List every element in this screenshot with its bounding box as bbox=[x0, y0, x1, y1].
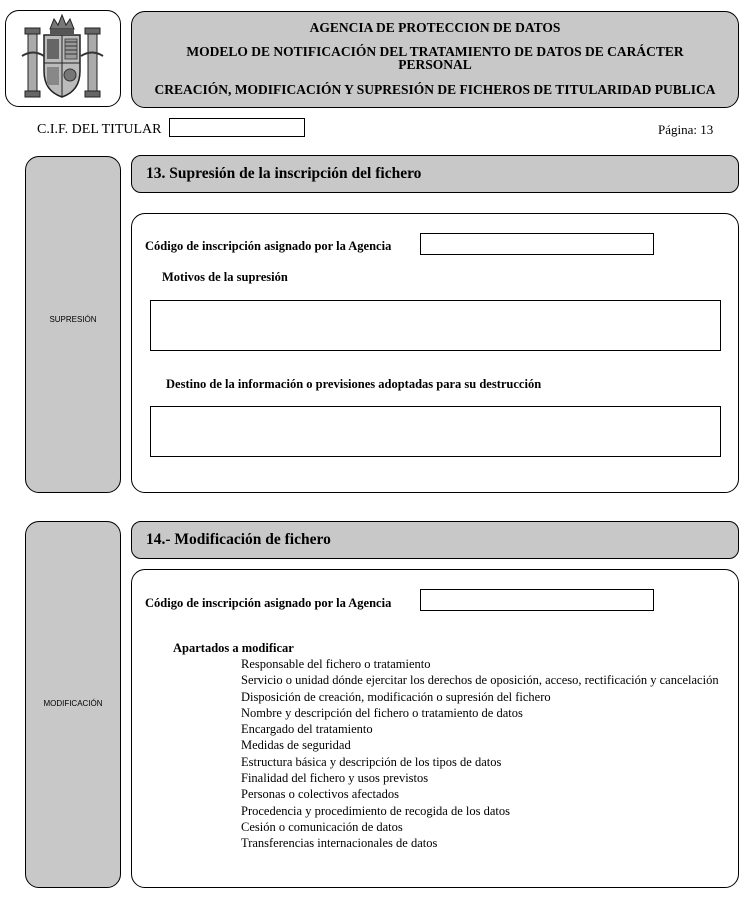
codigo-field[interactable] bbox=[420, 233, 654, 255]
list-item[interactable]: Finalidad del fichero y usos previstos bbox=[241, 771, 429, 786]
motivos-label: Motivos de la supresión bbox=[162, 270, 288, 284]
list-item[interactable]: Cesión o comunicación de datos bbox=[241, 819, 403, 834]
coat-of-arms-icon bbox=[6, 11, 119, 105]
side-tab-modificacion bbox=[25, 521, 121, 888]
side-tab-label: MODIFICACIÓN bbox=[43, 699, 103, 708]
list-item[interactable]: Nombre y descripción del fichero o tratamiento de datos bbox=[241, 705, 523, 720]
header-model-title: MODELO DE NOTIFICACIÓN DEL TRATAMIENTO DE DATOS DE CARÁCTER PERSONAL bbox=[186, 44, 684, 72]
codigo-label: Código de inscripción asignado por la Agencia bbox=[145, 239, 392, 253]
side-tab-label: SUPRESIÓN bbox=[49, 315, 97, 324]
list-item[interactable]: Personas o colectivos afectados bbox=[241, 787, 399, 802]
cif-label: C.I.F. DEL TITULAR bbox=[37, 122, 162, 137]
list-item[interactable]: Estructura básica y descripción de los tipos de datos bbox=[241, 754, 502, 769]
motivos-field[interactable] bbox=[150, 300, 721, 351]
destino-label: Destino de la información o previsiones adoptadas para su destrucción bbox=[166, 377, 542, 391]
list-item[interactable]: Servicio o unidad dónde ejercitar los derechos de oposición, acceso, rectificación y cancelación bbox=[241, 673, 719, 688]
list-item[interactable]: Medidas de seguridad bbox=[241, 738, 351, 753]
coat-of-arms-logo bbox=[5, 10, 121, 107]
section-13-title: 13. Supresión de la inscripción del fichero bbox=[131, 155, 739, 193]
apartados-list bbox=[241, 656, 728, 852]
header-agency: AGENCIA DE PROTECCION DE DATOS bbox=[309, 20, 561, 35]
list-item[interactable]: Disposición de creación, modificación o supresión del fichero bbox=[241, 689, 551, 704]
document-header bbox=[131, 11, 739, 108]
codigo-field[interactable] bbox=[420, 589, 654, 611]
header-subtitle: CREACIÓN, MODIFICACIÓN Y SUPRESIÓN DE FICHEROS DE TITULARIDAD PUBLICA bbox=[154, 82, 716, 97]
list-item[interactable]: Procedencia y procedimiento de recogida de los datos bbox=[241, 803, 511, 818]
codigo-label: Código de inscripción asignado por la Agencia bbox=[145, 596, 392, 610]
section-14-title: 14.- Modificación de fichero bbox=[131, 521, 739, 559]
apartados-label: Apartados a modificar bbox=[173, 641, 294, 655]
cif-field[interactable] bbox=[169, 118, 305, 137]
side-tab-supresion bbox=[25, 156, 121, 493]
list-item[interactable]: Responsable del fichero o tratamiento bbox=[241, 657, 431, 671]
page-number: Página: 13 bbox=[658, 122, 714, 137]
destino-field[interactable] bbox=[150, 406, 721, 457]
list-item[interactable]: Transferencias internacionales de datos bbox=[241, 836, 438, 851]
list-item[interactable]: Encargado del tratamiento bbox=[241, 722, 373, 737]
